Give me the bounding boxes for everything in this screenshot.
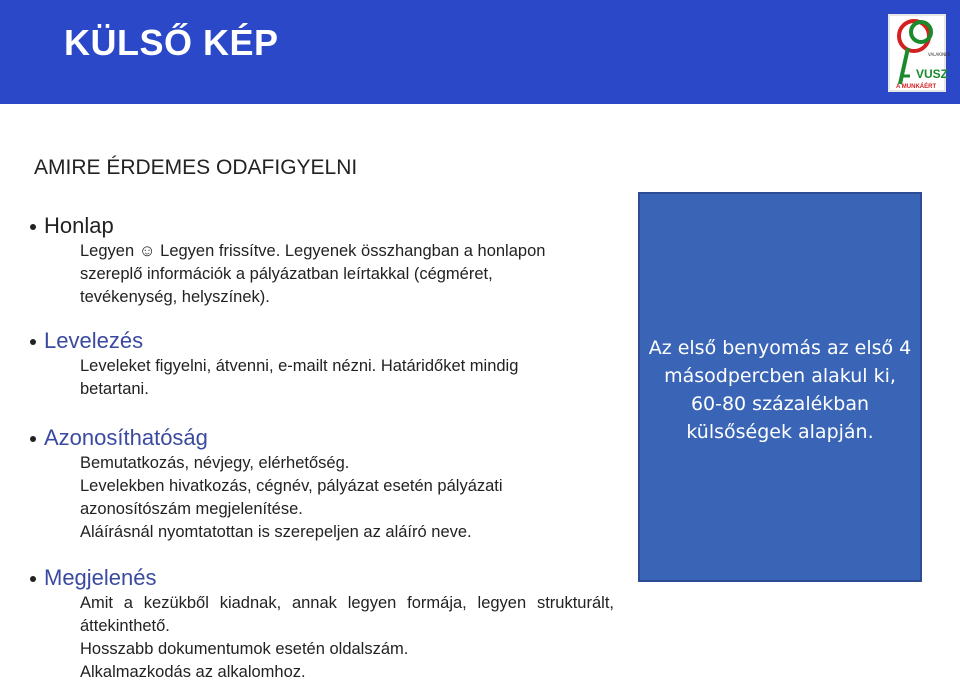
section-honlap: [30, 212, 620, 309]
section-line: tevékenység, helyszínek).: [80, 288, 270, 306]
bullet-dot-icon: [30, 339, 36, 345]
bullet-heading: [30, 327, 620, 355]
vusz-logo-graphic: [888, 14, 951, 92]
section-line: Hosszabb dokumentumok esetén oldalszám.: [80, 640, 409, 658]
section-line: Aláírásnál nyomtatottan is szerepeljen az aláíró neve.: [80, 523, 472, 541]
bullet-heading: [30, 424, 620, 452]
section-line: Bemutatkozás, névjegy, elérhetőség.: [80, 454, 350, 472]
bullet-heading: [30, 564, 620, 592]
bullet-dot-icon: [30, 436, 36, 442]
section-levelezes: [30, 327, 620, 401]
section-heading: Levelezés: [44, 328, 144, 353]
section-heading: Azonosíthatóság: [44, 425, 208, 450]
section-megjelenes: [30, 564, 620, 684]
section-line: Leveleket figyelni, átvenni, e-mailt nézni. Határidőket mindig: [80, 357, 519, 375]
bullet-dot-icon: [30, 576, 36, 582]
section-line: szereplő információk a pályázatban leírtakkal (cégméret,: [80, 265, 493, 283]
bullet-dot-icon: [30, 224, 36, 230]
slide-header: [0, 0, 960, 104]
logo-text-3: A MUNKÁÉRT: [896, 84, 937, 90]
section-heading: Honlap: [44, 213, 114, 238]
vusz-logo: [888, 14, 951, 92]
section-line: betartani.: [80, 380, 149, 398]
section-line: Legyen ☺ Legyen frissítve. Legyenek összhangban a honlapon: [80, 242, 546, 260]
section-line: Levelekben hivatkozás, cégnév, pályázat esetén pályázati: [80, 477, 503, 495]
logo-text-1: VALAKINEK: [928, 52, 951, 57]
section-azonosithatosag: [30, 424, 620, 544]
section-line: azonosítószám megjelenítése.: [80, 500, 303, 518]
section-heading: Megjelenés: [44, 565, 157, 590]
bullet-heading: [30, 212, 620, 240]
slide-title: KÜLSŐ KÉP: [64, 22, 279, 63]
callout-text: Az első benyomás az első 4 másodpercben alakul ki, 60-80 százalékban külsőségek alapján.: [648, 337, 912, 443]
callout-box: [638, 192, 922, 582]
section-line: Alkalmazkodás az alkalomhoz.: [80, 663, 306, 681]
section-subtitle: AMIRE ÉRDEMES ODAFIGYELNI: [34, 156, 358, 179]
logo-text-2: VUSZ: [916, 67, 949, 81]
section-line: Amit a kezükből kiadnak, annak legyen formája, legyen strukturált, áttekinthető.: [80, 594, 614, 635]
